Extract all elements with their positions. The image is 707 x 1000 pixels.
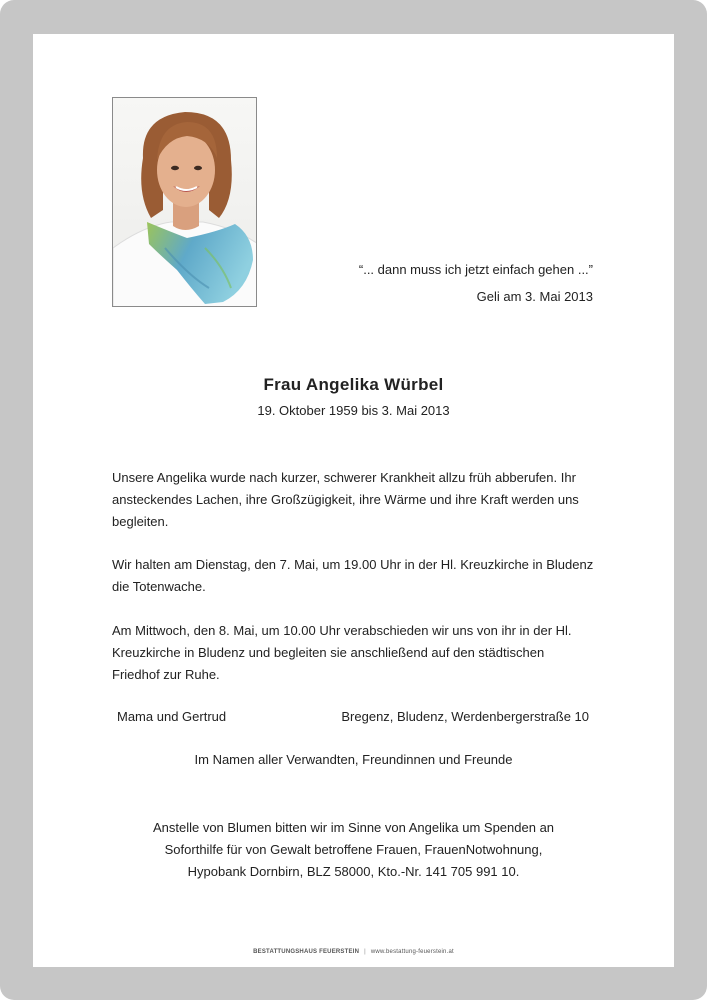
donation-line: Anstelle von Blumen bitten wir im Sinne von Angelika um Spenden an — [152, 820, 555, 835]
footer-separator: | — [364, 949, 366, 955]
portrait-photo — [112, 97, 257, 307]
donation-line: Soforthilfe für von Gewalt betroffene Frauen, FrauenNotwohnung, — [164, 842, 543, 857]
website-link[interactable]: www.bestattung-feuerstein.at — [370, 949, 454, 955]
family-line: Im Namen aller Verwandten, Freundinnen und Freunde — [194, 752, 513, 767]
memorial-quote: “... dann muss ich jetzt einfach gehen ...” — [358, 262, 593, 277]
mourners-address: Bregenz, Bludenz, Werdenbergerstraße 10 — [341, 709, 589, 724]
announcement-paragraph: Unsere Angelika wurde nach kurzer, schwerer Krankheit allzu früh abberufen. Ihr ansteckendes Lachen, ihre Großzügigkeit, ihre Wärme und ihre Kraft werden uns begleiten. — [112, 470, 579, 529]
donation-line: Hypobank Dornbirn, BLZ 58000, Kto.-Nr. 141 705 991 10. — [187, 864, 520, 879]
funeral-home-name: BESTATTUNGSHAUS FEUERSTEIN — [253, 949, 360, 955]
donation-notice — [0, 817, 707, 883]
mourners-names: Mama und Gertrud — [117, 709, 227, 724]
deceased-name: Frau Angelika Würbel — [263, 375, 444, 394]
funeral-paragraph: Am Mittwoch, den 8. Mai, um 10.00 Uhr verabschieden wir uns von ihr in der Hl. Kreuzkirche in Bludenz und begleiten sie anschließend auf den städtischen Friedhof zur Ruhe. — [112, 623, 572, 682]
wake-paragraph: Wir halten am Dienstag, den 7. Mai, um 19.00 Uhr in der Hl. Kreuzkirche in Bludenz die Totenwache. — [112, 557, 594, 594]
quote-attribution: Geli am 3. Mai 2013 — [476, 289, 593, 304]
life-dates: 19. Oktober 1959 bis 3. Mai 2013 — [257, 403, 450, 418]
footer — [0, 949, 707, 955]
